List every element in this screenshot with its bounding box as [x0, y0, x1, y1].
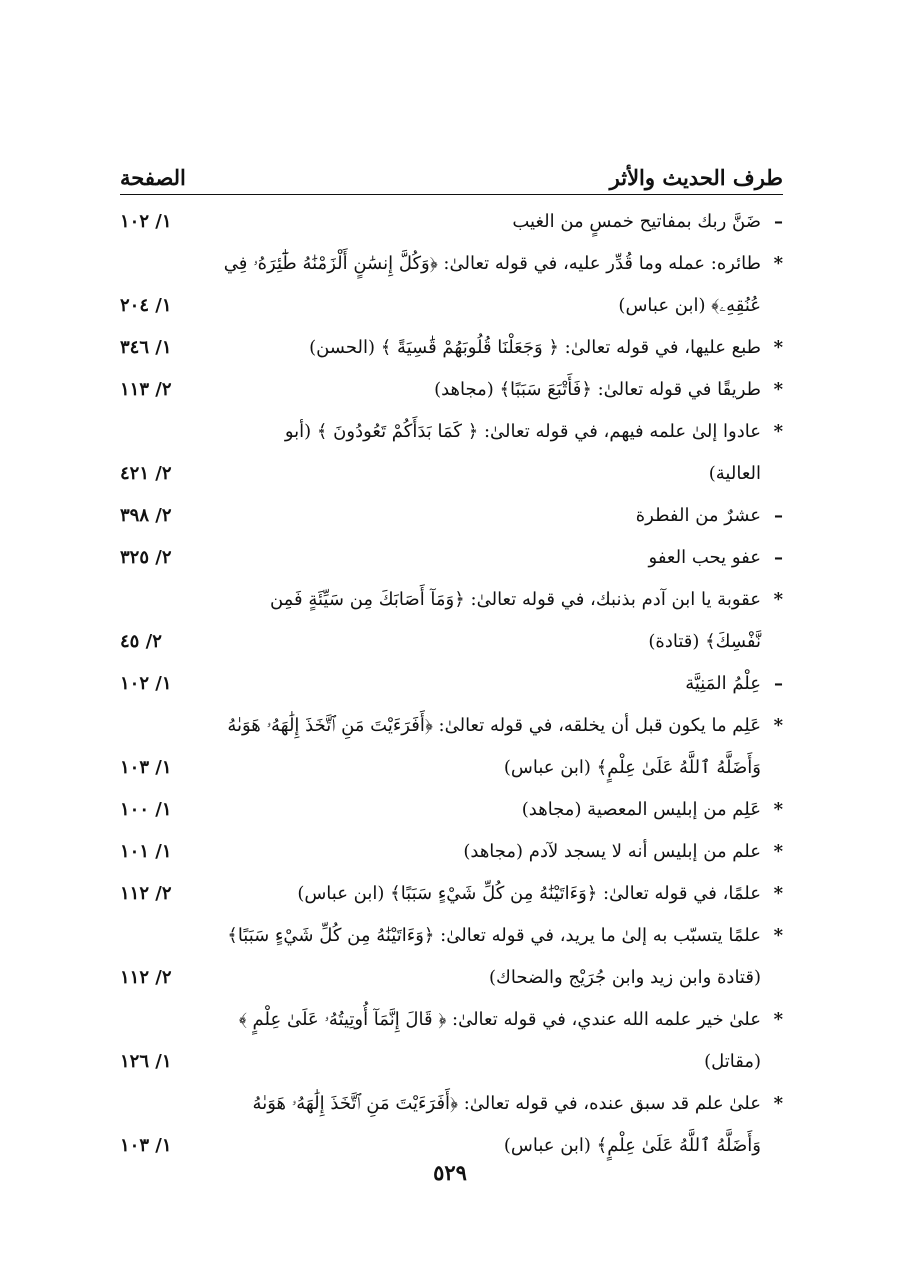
index-page	[120, 150, 783, 1167]
index-entry	[120, 327, 783, 369]
entry-line	[120, 831, 783, 873]
asterisk-marker: *	[773, 799, 783, 820]
entry-text: علم من إبليس أنه لا يسجد لآدم (مجاهد)	[463, 841, 761, 862]
page-reference: ١/ ١٠٣	[120, 757, 172, 778]
entry-text: ضَنَّ ربك بمفاتيح خمسٍ من الغيب	[512, 211, 761, 232]
page-reference: ٢/ ١١٢	[120, 967, 172, 988]
entry-line	[120, 453, 783, 495]
index-entry	[120, 705, 783, 789]
entry-text: وَأَضَلَّهُ ٱللَّهُ عَلَىٰ عِلْمٍ﴾ (ابن عباس)	[503, 757, 761, 778]
entry-text: عِلْمُ المَنِيَّة	[685, 673, 761, 694]
dash-marker: –	[774, 211, 783, 232]
entry-line	[120, 705, 783, 747]
index-entry	[120, 999, 783, 1083]
entry-text: علمًا، في قوله تعالىٰ: ﴿وَءَاتَيْنَٰهُ مِن كُلِّ شَيْءٍ سَبَبًا﴾ (ابن عباس)	[297, 883, 761, 904]
entry-line	[120, 495, 783, 537]
entry-text: عشرٌ من الفطرة	[635, 505, 761, 526]
page-reference: ١/ ٣٤٦	[120, 337, 172, 358]
page-reference: ٢/ ٤٢١	[120, 463, 172, 484]
entry-text: وَأَضَلَّهُ ٱللَّهُ عَلَىٰ عِلْمٍ﴾ (ابن عباس)	[503, 1135, 761, 1156]
entry-line	[120, 999, 783, 1041]
column-title: طرف الحديث والأثر	[609, 165, 783, 190]
page-column-title: الصفحة	[120, 165, 186, 190]
index-entry	[120, 579, 783, 663]
entry-text: علىٰ خير علمه الله عندي، في قوله تعالىٰ: ﴿ قَالَ إِنَّمَآ أُوتِيتُهُۥ عَلَىٰ عِلْمٍ ﴾	[238, 1009, 761, 1030]
index-entry	[120, 411, 783, 495]
page-reference: ١/ ١٠٠	[120, 799, 172, 820]
entry-line	[120, 957, 783, 999]
entry-text: طائره: عمله وما قُدِّر عليه، في قوله تعالىٰ: ﴿وَكُلَّ إِنسَٰنٍ أَلْزَمْنَٰهُ طَٰٓئِرَهُۥ فِي	[223, 253, 761, 274]
asterisk-marker: *	[773, 421, 783, 442]
dash-marker: –	[774, 673, 783, 694]
entry-line	[120, 747, 783, 789]
asterisk-marker: *	[773, 337, 783, 358]
index-entry	[120, 495, 783, 537]
entry-line	[120, 663, 783, 705]
index-entry	[120, 369, 783, 411]
entry-text: عَلِم ما يكون قبل أن يخلقه، في قوله تعالىٰ: ﴿أَفَرَءَيْتَ مَنِ ٱتَّخَذَ إِلَٰهَهُۥ هَوَىٰهُ	[227, 715, 761, 736]
index-entry	[120, 915, 783, 999]
page-reference: ١/ ١٢٦	[120, 1051, 172, 1072]
page-number: ٥٢٩	[433, 1160, 467, 1185]
entry-line	[120, 579, 783, 621]
table-header	[120, 150, 783, 195]
index-entries	[120, 201, 783, 1167]
page-reference: ١/ ١٠٢	[120, 673, 172, 694]
entry-text: نَّفْسِكَ﴾ (قتادة)	[648, 631, 761, 652]
index-entry	[120, 789, 783, 831]
entry-text: عُنُقِهِۦ﴾ (ابن عباس)	[618, 295, 761, 316]
page-reference: ٢/ ٣٩٨	[120, 505, 172, 526]
entry-line	[120, 327, 783, 369]
entry-text: طريقًا في قوله تعالىٰ: ﴿فَأَتْبَعَ سَبَبًا﴾ (مجاهد)	[434, 379, 761, 400]
page-reference: ٢/ ٣٢٥	[120, 547, 172, 568]
entry-text: علىٰ علم قد سبق عنده، في قوله تعالىٰ: ﴿أَفَرَءَيْتَ مَنِ ٱتَّخَذَ إِلَٰهَهُۥ هَوَىٰهُ	[252, 1093, 761, 1114]
asterisk-marker: *	[773, 841, 783, 862]
page-reference: ١/ ١٠٣	[120, 1135, 172, 1156]
index-entry	[120, 831, 783, 873]
entry-line	[120, 537, 783, 579]
index-entry	[120, 243, 783, 327]
dash-marker: –	[774, 547, 783, 568]
entry-line	[120, 915, 783, 957]
page-reference: ٢/ ١١٢	[120, 883, 172, 904]
asterisk-marker: *	[773, 715, 783, 736]
entry-text: طبع عليها، في قوله تعالىٰ: ﴿ وَجَعَلْنَا قُلُوبَهُمْ قَٰسِيَةً ﴾ (الحسن)	[309, 337, 761, 358]
page-reference: ٢/ ١١٣	[120, 379, 172, 400]
entry-line	[120, 1041, 783, 1083]
asterisk-marker: *	[773, 379, 783, 400]
entry-text: علمًا يتسبّب به إلىٰ ما يريد، في قوله تعالىٰ: ﴿وَءَاتَيْنَٰهُ مِن كُلِّ شَيْءٍ سَبَبًا﴾	[227, 925, 761, 946]
page-reference: ١/ ١٠١	[120, 841, 172, 862]
entry-line	[120, 243, 783, 285]
entry-line	[120, 369, 783, 411]
entry-line	[120, 285, 783, 327]
index-entry	[120, 663, 783, 705]
entry-text: عقوبة يا ابن آدم بذنبك، في قوله تعالىٰ: ﴿وَمَآ أَصَابَكَ مِن سَيِّئَةٍ فَمِن	[269, 589, 761, 610]
entry-text: عَلِم من إبليس المعصية (مجاهد)	[521, 799, 761, 820]
asterisk-marker: *	[773, 253, 783, 274]
dash-marker: –	[774, 505, 783, 526]
entry-line	[120, 1083, 783, 1125]
page-reference: ١/ ١٠٢	[120, 211, 172, 232]
entry-line	[120, 201, 783, 243]
index-entry	[120, 537, 783, 579]
asterisk-marker: *	[773, 883, 783, 904]
entry-text: (قتادة وابن زيد وابن جُرَيْج والضحاك)	[489, 967, 761, 988]
index-entry	[120, 201, 783, 243]
index-entry	[120, 1083, 783, 1167]
entry-text: (مقاتل)	[704, 1051, 761, 1072]
asterisk-marker: *	[773, 1009, 783, 1030]
page-reference: ١/ ٢٠٤	[120, 295, 172, 316]
index-entry	[120, 873, 783, 915]
asterisk-marker: *	[773, 925, 783, 946]
entry-line	[120, 621, 783, 663]
entry-line	[120, 873, 783, 915]
asterisk-marker: *	[773, 589, 783, 610]
asterisk-marker: *	[773, 1093, 783, 1114]
entry-text: عفو يحب العفو	[648, 547, 761, 568]
entry-text: عادوا إلىٰ علمه فيهم، في قوله تعالىٰ: ﴿ كَمَا بَدَأَكُمْ تَعُودُونَ ﴾ (أبو	[284, 421, 761, 442]
entry-line	[120, 789, 783, 831]
page-reference: ٢/ ٤٥	[120, 631, 162, 652]
entry-line	[120, 411, 783, 453]
entry-text: العالية)	[708, 463, 761, 484]
